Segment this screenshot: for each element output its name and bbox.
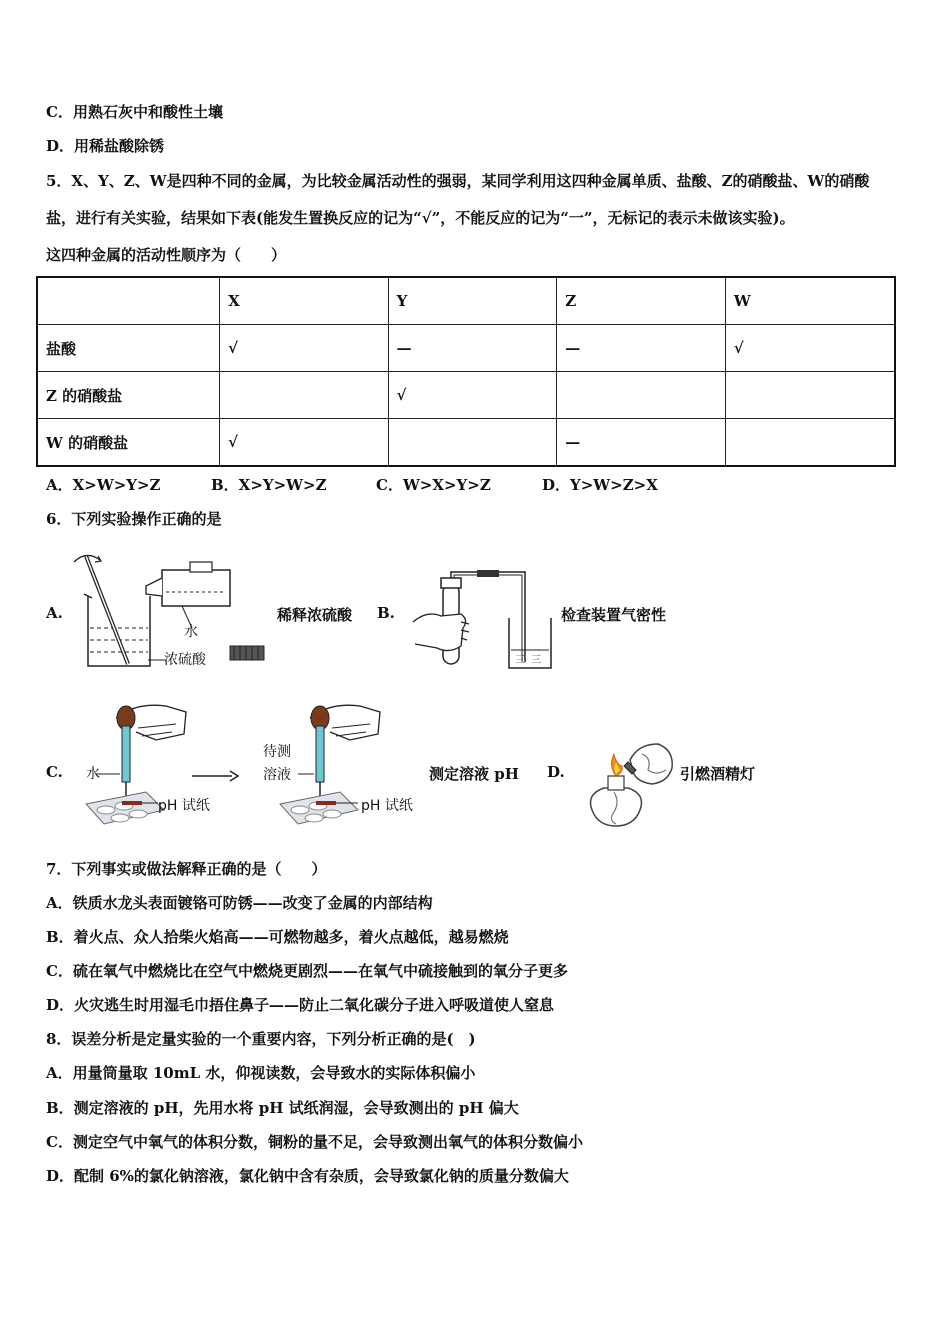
label-solution-2: 溶液 — [263, 767, 291, 783]
table-cell: Z — [557, 277, 726, 325]
q7-option-a[interactable]: A．铁质水龙头表面镀铬可防锈——改变了金属的内部结构 — [46, 894, 433, 912]
q6-option-d-letter[interactable]: D. — [547, 763, 565, 781]
table-cell: √ — [220, 325, 389, 372]
q8-option-c[interactable]: C．测定空气中氧气的体积分数，铜粉的量不足，会导致测出氧气的体积分数偏小 — [46, 1133, 583, 1151]
table-cell: √ — [388, 372, 557, 419]
label-ph-paper-1: pH 试纸 — [158, 798, 210, 814]
q8-stem: 8．误差分析是定量实验的一个重要内容，下列分析正确的是( ) — [46, 1030, 476, 1048]
q5-stem-line3: 这四种金属的活动性顺序为（ ） — [46, 246, 287, 264]
airtightness-illustration — [405, 562, 560, 674]
table-header-row — [37, 277, 895, 325]
table-cell — [37, 277, 220, 325]
table-cell: X — [220, 277, 389, 325]
q6-option-b-letter[interactable]: B. — [377, 604, 395, 622]
q6-option-d-caption: 引燃酒精灯 — [680, 765, 756, 783]
table-cell: — — [388, 325, 557, 372]
table-cell — [725, 419, 895, 467]
q8-option-b[interactable]: B．测定溶液的 pH，先用水将 pH 试纸润湿，会导致测出的 pH 偏大 — [46, 1099, 519, 1117]
q5-option-b[interactable]: B．X>Y>W>Z — [211, 476, 327, 494]
table-cell: √ — [220, 419, 389, 467]
alcohol-lamp-illustration — [578, 740, 678, 832]
q5-option-a[interactable]: A．X>W>Y>Z — [46, 476, 161, 494]
q5-stem-line1: 5．X、Y、Z、W是四种不同的金属，为比较金属活动性的强弱，某同学利用这四种金属单质、盐酸、Z的硝酸盐、W的硝酸 — [46, 172, 870, 190]
q6-option-c-letter[interactable]: C. — [46, 763, 63, 781]
label-water: 水 — [184, 624, 198, 640]
q8-option-d[interactable]: D．配制 6%的氯化钠溶液，氯化钠中含有杂质，会导致氯化钠的质量分数偏大 — [46, 1167, 569, 1185]
q6-option-a-letter[interactable]: A. — [46, 604, 63, 622]
q6-option-b-caption: 检查装置气密性 — [561, 606, 667, 624]
q6-stem: 6．下列实验操作正确的是 — [46, 510, 222, 528]
table-cell — [388, 419, 557, 467]
table-cell — [220, 372, 389, 419]
option-d-prev: D．用稀盐酸除锈 — [46, 137, 165, 155]
table-cell: 盐酸 — [37, 325, 220, 372]
q5-result-table — [36, 276, 896, 467]
q5-option-d[interactable]: D．Y>W>Z>X — [542, 476, 658, 494]
table-row — [37, 372, 895, 419]
label-solution-1: 待测 — [263, 744, 291, 760]
table-cell — [725, 372, 895, 419]
q6-option-a-caption: 稀释浓硫酸 — [277, 606, 353, 624]
q5-stem-line2: 盐，进行有关实验，结果如下表(能发生置换反应的记为“√”，不能反应的记为“一”，无标记的表示未做该实验)。 — [46, 209, 795, 227]
table-cell: — — [557, 325, 726, 372]
label-c-water: 水 — [86, 766, 100, 782]
q7-option-d[interactable]: D．火灾逃生时用湿毛巾捂住鼻子——防止二氧化碳分子进入呼吸道使人窒息 — [46, 996, 555, 1014]
table-cell: W 的硝酸盐 — [37, 419, 220, 467]
q6-option-c-caption: 测定溶液 pH — [429, 765, 519, 783]
q7-option-c[interactable]: C．硫在氧气中燃烧比在空气中燃烧更剧烈——在氧气中硫接触到的氧分子更多 — [46, 962, 568, 980]
q5-option-c[interactable]: C．W>X>Y>Z — [376, 476, 491, 494]
svg-text:三: 三 — [531, 655, 541, 666]
table-cell: Z 的硝酸盐 — [37, 372, 220, 419]
table-cell: — — [557, 419, 726, 467]
label-conc-acid: 浓硫酸 — [164, 652, 206, 668]
q7-option-b[interactable]: B．着火点、众人拾柴火焰高——可燃物越多，着火点越低，越易燃烧 — [46, 928, 509, 946]
option-c-prev: C．用熟石灰中和酸性土壤 — [46, 103, 223, 121]
table-row — [37, 325, 895, 372]
table-cell: Y — [388, 277, 557, 325]
table-cell: W — [725, 277, 895, 325]
q7-stem: 7．下列事实或做法解释正确的是（ ） — [46, 860, 327, 878]
arrow-icon — [190, 768, 240, 784]
q8-option-a[interactable]: A．用量筒量取 10mL 水，仰视读数，会导致水的实际体积偏小 — [46, 1064, 476, 1082]
table-cell — [557, 372, 726, 419]
table-row — [37, 419, 895, 467]
svg-text:三: 三 — [515, 655, 525, 666]
label-ph-paper-2: pH 试纸 — [361, 798, 413, 814]
table-cell: √ — [725, 325, 895, 372]
